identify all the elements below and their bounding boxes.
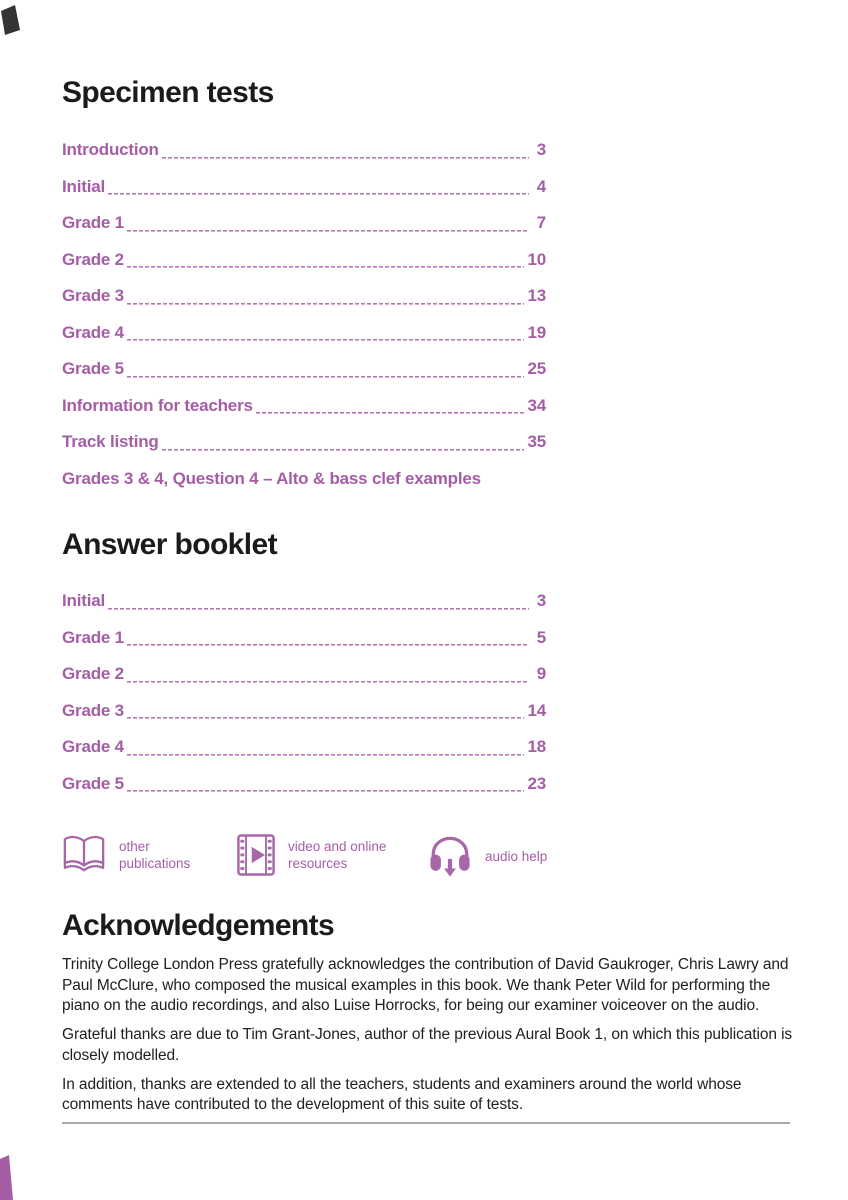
toc-leader (127, 700, 525, 722)
acknowledgements-body (62, 955, 796, 1124)
footer-divider-rule (62, 1122, 790, 1124)
toc-row (62, 736, 546, 773)
audio-help-resource (428, 834, 565, 879)
answer-toc (62, 590, 546, 809)
toc-label: Grade 5 (62, 773, 124, 793)
toc-page-number: 19 (527, 322, 546, 342)
toc-row (62, 590, 546, 627)
answer-booklet-title: Answer booklet (62, 528, 277, 561)
toc-page-number: 23 (527, 773, 546, 793)
toc-label: Introduction (62, 140, 159, 159)
toc-label: Grade 3 (62, 700, 124, 720)
toc-label: Grade 4 (62, 737, 124, 756)
toc-page-number: 4 (536, 176, 546, 196)
toc-row (62, 395, 546, 432)
toc-label: Information for teachers (62, 395, 253, 415)
toc-leader (127, 773, 525, 795)
film-strip-play-icon (237, 834, 275, 876)
toc-row (62, 358, 546, 395)
toc-row (62, 468, 546, 505)
specimen-tests-title: Specimen tests (62, 76, 274, 109)
toc-row (62, 663, 546, 700)
resource-icons-row (62, 834, 582, 884)
toc-label: Initial (62, 591, 105, 610)
toc-page-number: 10 (527, 249, 546, 269)
toc-row (62, 285, 546, 322)
toc-leader (108, 176, 529, 198)
toc-row (62, 431, 546, 468)
paragraph: Trinity College London Press gratefully acknowledges the contribution of David Gaukroger, Chris Lawry and Paul McClure, who composed the musical examples in this book. We thank Peter Wild for performing the piano on the audio recordings, and also Luise Horrocks, for being our examiner voiceover on the audio. (62, 956, 789, 1014)
video-resources-resource (237, 834, 406, 876)
toc-leader (127, 212, 529, 234)
toc-page-number: 34 (527, 395, 546, 415)
paragraph: Grateful thanks are due to Tim Grant-Jones, author of the previous Aural Book 1, on which this publication is closely modelled. (62, 1026, 793, 1064)
toc-page-number: 3 (536, 591, 546, 610)
resource-label: other publications (119, 838, 191, 871)
toc-label: Grades 3 & 4, Question 4 – Alto & bass clef examples (62, 468, 481, 488)
acknowledgements-title: Acknowledgements (62, 909, 335, 942)
toc-page-number: 13 (527, 286, 546, 305)
toc-page-number: 5 (536, 627, 546, 647)
other-publications-resource (62, 834, 201, 875)
toc-leader (127, 736, 525, 758)
toc-row (62, 773, 546, 810)
page-corner-mark-top (0, 3, 22, 37)
toc-page-number: 9 (536, 664, 546, 683)
toc-row (62, 700, 546, 737)
resource-label: audio help (485, 849, 548, 864)
toc-row (62, 176, 546, 213)
toc-page-number: 35 (527, 432, 546, 451)
page-corner-mark-bottom (0, 1155, 14, 1200)
toc-leader (256, 395, 525, 417)
toc-label: Grade 2 (62, 249, 124, 269)
toc-label: Initial (62, 176, 105, 196)
toc-row (62, 212, 546, 249)
paragraph: In addition, thanks are extended to all the teachers, students and examiners around the world whose comments have contributed to the development of this suite of tests. (62, 1075, 742, 1113)
toc-label: Grade 5 (62, 359, 124, 378)
specimen-toc (62, 139, 546, 504)
toc-leader (127, 285, 525, 307)
toc-leader (127, 663, 529, 685)
toc-page-number: 18 (527, 737, 546, 756)
toc-label: Grade 3 (62, 286, 124, 305)
toc-leader (127, 627, 529, 649)
toc-label: Grade 1 (62, 627, 124, 647)
toc-label: Track listing (62, 432, 159, 451)
toc-row (62, 627, 546, 664)
toc-leader (127, 249, 525, 271)
toc-leader (127, 322, 525, 344)
headphones-download-icon (428, 834, 472, 879)
toc-page-number: 7 (536, 213, 546, 232)
open-book-icon (62, 834, 106, 875)
toc-label: Grade 4 (62, 322, 124, 342)
toc-leader (162, 139, 529, 161)
resource-label: video and online resources (288, 839, 387, 871)
toc-row (62, 139, 546, 176)
toc-label: Grade 2 (62, 664, 124, 683)
toc-page-number: 3 (536, 140, 546, 159)
toc-page-number: 14 (527, 700, 546, 720)
toc-label: Grade 1 (62, 213, 124, 232)
toc-row (62, 249, 546, 286)
toc-row (62, 322, 546, 359)
toc-leader (108, 590, 529, 612)
toc-leader (127, 358, 525, 380)
toc-leader (162, 431, 525, 453)
toc-page-number: 25 (527, 359, 546, 378)
